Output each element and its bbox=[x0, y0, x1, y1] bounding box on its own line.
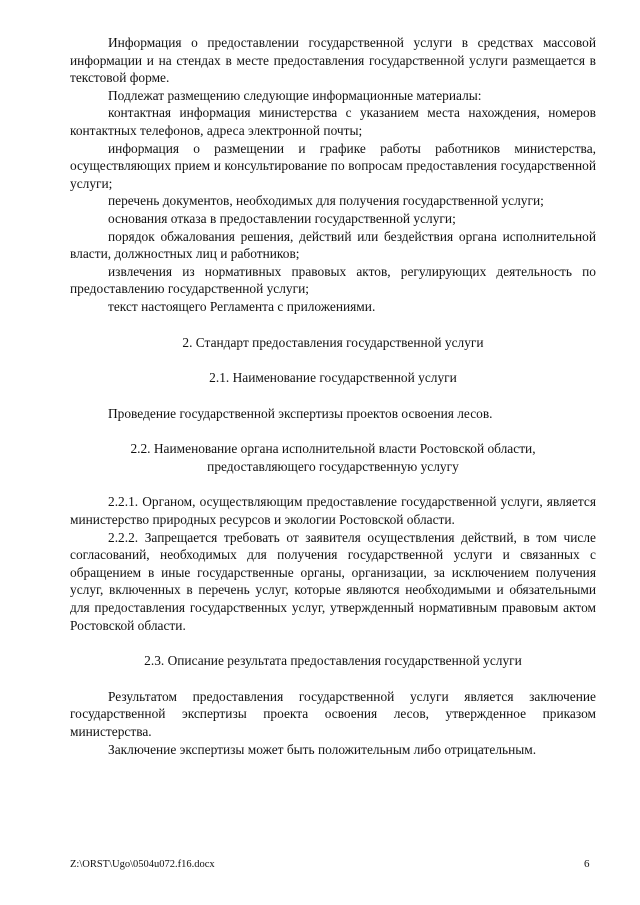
list-item: перечень документов, необходимых для получения государственной услуги; bbox=[108, 193, 544, 209]
section-2-3-paragraph-1: Результатом предоставления государственной услуги является заключение государственной экспертизы проекта освоения лесов, утвержденное приказом министерства. bbox=[70, 688, 596, 739]
section-2-2-heading bbox=[70, 440, 596, 475]
list-item: информация о размещении и графике работы работников министерства, осуществляющих прием и консультирование по вопросам предоставления государственной услуги; bbox=[70, 140, 596, 191]
intro-paragraph-2: Подлежат размещению следующие информационные материалы: bbox=[108, 87, 482, 103]
list-item: извлечения из нормативных правовых актов, регулирующих деятельность по предоставлению государственной услуги; bbox=[70, 263, 596, 297]
section-2-1-text: Проведение государственной экспертизы проектов освоения лесов. bbox=[108, 405, 493, 421]
list-item: основания отказа в предоставлении государственной услуги; bbox=[108, 210, 456, 226]
list-item: текст настоящего Регламента с приложениями. bbox=[108, 298, 376, 314]
section-2-2-heading-line-2: предоставляющего государственную услугу bbox=[207, 458, 459, 474]
section-2-2-1-paragraph: 2.2.1. Органом, осуществляющим предоставление государственной услуги, является министерство природных ресурсов и экологии Ростовской области. bbox=[70, 494, 596, 528]
footer-file-path: Z:\ORST\Ugo\0504u072.f16.docx bbox=[70, 859, 215, 870]
section-2-2-heading-line-1: 2.2. Наименование органа исполнительной власти Ростовской области, bbox=[130, 441, 536, 457]
section-2-1-heading: 2.1. Наименование государственной услуги bbox=[209, 370, 457, 386]
section-2-3-paragraph-2: Заключение экспертизы может быть положительным либо отрицательным. bbox=[108, 741, 537, 757]
list-item: порядок обжалования решения, действий или бездействия органа исполнительной власти, должностных лиц и работников; bbox=[70, 228, 596, 262]
intro-paragraph-1: Информация о предоставлении государственной услуги в средствах массовой информации и на стендах в месте предоставления государственной услуги размещается в текстовой форме. bbox=[70, 35, 596, 86]
list-item: контактная информация министерства с указанием места нахождения, номеров контактных телефонов, адреса электронной почты; bbox=[70, 105, 596, 138]
section-2-3-heading: 2.3. Описание результата предоставления государственной услуги bbox=[144, 653, 522, 669]
section-2-2-2-paragraph: 2.2.2. Запрещается требовать от заявителя осуществления действий, в том числе согласований, необходимых для получения государственной услуги и связанных с обращением в иные государственные органы, организации, за исключением получения услуг, включенных в перечень услуг, которые являются необходимыми и обязательными для предоставления государственных услуг, утвержденный нормативным правовым актом Ростовской области. bbox=[70, 529, 596, 633]
document-page bbox=[70, 34, 596, 758]
section-2-heading: 2. Стандарт предоставления государственной услуги bbox=[182, 334, 484, 350]
page-number: 6 bbox=[584, 858, 590, 870]
